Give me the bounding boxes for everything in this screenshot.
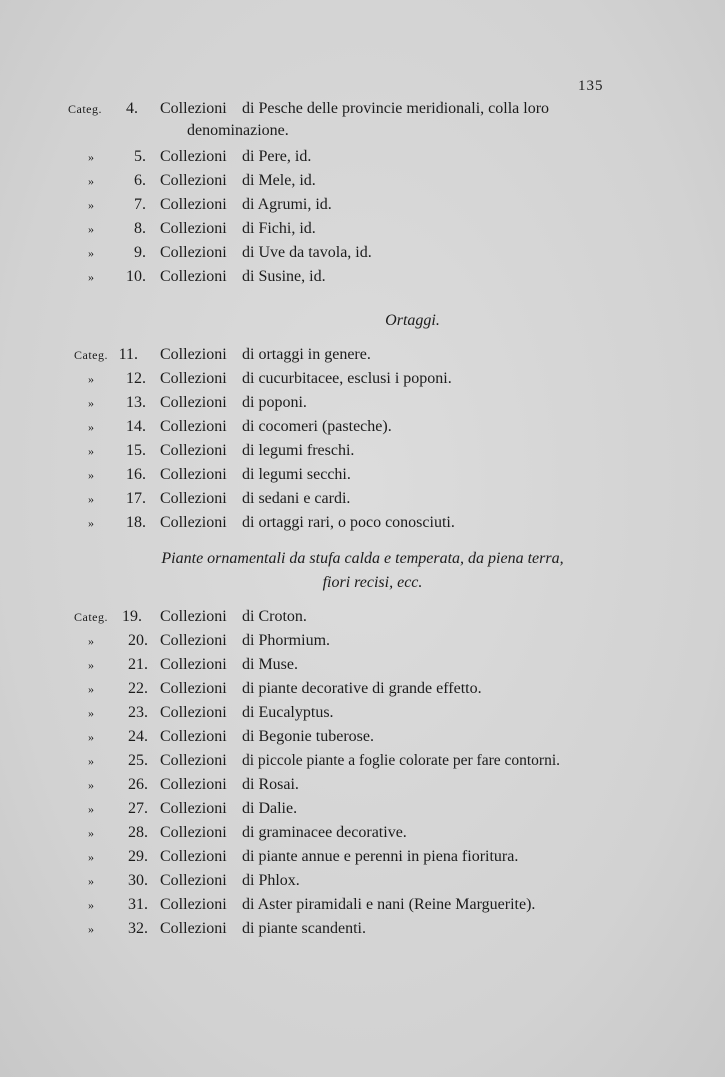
category-number: 17. xyxy=(126,490,146,507)
ditto-mark: » xyxy=(88,246,94,260)
item-description: di Aster piramidali e nani (Reine Marguerite). xyxy=(242,896,536,913)
collection-word: Collezioni xyxy=(160,418,227,435)
collection-word: Collezioni xyxy=(160,100,227,117)
item-description: di piante scandenti. xyxy=(242,920,366,937)
collection-word: Collezioni xyxy=(160,172,227,189)
collection-word: Collezioni xyxy=(160,490,227,507)
ditto-mark: » xyxy=(88,444,94,458)
ditto-mark: » xyxy=(88,222,94,236)
category-number: 6. xyxy=(134,172,146,189)
ditto-mark: » xyxy=(88,372,94,386)
category-number: 28. xyxy=(128,824,148,841)
continuation-line: denominazione. xyxy=(187,122,289,139)
page-number: 135 xyxy=(578,78,604,94)
item-description: di cucurbitacee, esclusi i poponi. xyxy=(242,370,452,387)
ditto-mark: » xyxy=(88,826,94,840)
ditto-mark: » xyxy=(88,730,94,744)
category-number: 5. xyxy=(134,148,146,165)
category-number: 4. xyxy=(126,100,138,117)
ditto-mark: » xyxy=(88,850,94,864)
item-description: di Pesche delle provincie meridionali, colla loro xyxy=(242,100,550,117)
ditto-mark: » xyxy=(88,754,94,768)
item-description: di Eucalyptus. xyxy=(242,704,334,721)
item-description: di piante decorative di grande effetto. xyxy=(242,680,482,697)
item-description: di Susine, id. xyxy=(242,268,326,285)
category-number: 31. xyxy=(128,896,148,913)
item-description: di piccole piante a foglie colorate per fare contorni. xyxy=(242,752,561,769)
category-prefix: Categ. xyxy=(74,348,108,362)
collection-word: Collezioni xyxy=(160,776,227,793)
item-description: di ortaggi in genere. xyxy=(242,346,371,363)
item-description: di sedani e cardi. xyxy=(242,490,351,507)
collection-word: Collezioni xyxy=(160,704,227,721)
item-description: di legumi secchi. xyxy=(242,466,351,483)
item-description: di piante annue e perenni in piena fioritura. xyxy=(242,848,519,865)
category-number: 29. xyxy=(128,848,148,865)
collection-word: Collezioni xyxy=(160,680,227,697)
collection-word: Collezioni xyxy=(160,268,227,285)
ditto-mark: » xyxy=(88,898,94,912)
category-number: 30. xyxy=(128,872,148,889)
collection-word: Collezioni xyxy=(160,346,227,363)
category-number: 20. xyxy=(128,632,148,649)
collection-word: Collezioni xyxy=(160,466,227,483)
category-number: 23. xyxy=(128,704,148,721)
item-description: di poponi. xyxy=(242,394,307,411)
category-number: 21. xyxy=(128,656,148,673)
item-description: di Phlox. xyxy=(242,872,300,889)
ditto-mark: » xyxy=(88,396,94,410)
category-number: 8. xyxy=(134,220,146,237)
ditto-mark: » xyxy=(88,270,94,284)
item-description: di Uve da tavola, id. xyxy=(242,244,372,261)
collection-word: Collezioni xyxy=(160,752,227,769)
ditto-mark: » xyxy=(88,802,94,816)
item-description: di cocomeri (pasteche). xyxy=(242,418,392,435)
ditto-mark: » xyxy=(88,468,94,482)
collection-word: Collezioni xyxy=(160,800,227,817)
item-description: di legumi freschi. xyxy=(242,442,355,459)
category-number: 18. xyxy=(126,514,146,531)
collection-word: Collezioni xyxy=(160,442,227,459)
item-description: di Pere, id. xyxy=(242,148,312,165)
collection-word: Collezioni xyxy=(160,220,227,237)
collection-word: Collezioni xyxy=(160,148,227,165)
collection-word: Collezioni xyxy=(160,824,227,841)
item-description: di Mele, id. xyxy=(242,172,316,189)
category-number: 24. xyxy=(128,728,148,745)
item-description: di Begonie tuberose. xyxy=(242,728,374,745)
category-number: 27. xyxy=(128,800,148,817)
category-number: 12. xyxy=(126,370,146,387)
item-description: di Fichi, id. xyxy=(242,220,316,237)
collection-word: Collezioni xyxy=(160,394,227,411)
ditto-mark: » xyxy=(88,150,94,164)
category-number: 9. xyxy=(134,244,146,261)
section-heading-piante-line2: fiori recisi, ecc. xyxy=(322,574,423,591)
collection-word: Collezioni xyxy=(160,196,227,213)
category-number: 10. xyxy=(126,268,146,285)
section-heading-ortaggi: Ortaggi. xyxy=(385,312,440,329)
item-description: di Phormium. xyxy=(242,632,331,649)
item-description: di Croton. xyxy=(242,608,307,625)
category-number: 7. xyxy=(134,196,146,213)
collection-word: Collezioni xyxy=(160,728,227,745)
collection-word: Collezioni xyxy=(160,632,227,649)
item-description: di Rosai. xyxy=(242,776,299,793)
collection-word: Collezioni xyxy=(160,896,227,913)
ditto-mark: » xyxy=(88,634,94,648)
category-number: 32. xyxy=(128,920,148,937)
ditto-mark: » xyxy=(88,174,94,188)
category-prefix: Categ. xyxy=(74,610,108,624)
item-description: di graminacee decorative. xyxy=(242,824,407,841)
category-number: 26. xyxy=(128,776,148,793)
category-number: 14. xyxy=(126,418,146,435)
category-number: 11. xyxy=(118,346,138,363)
collection-word: Collezioni xyxy=(160,872,227,889)
category-number: 15. xyxy=(126,442,146,459)
item-description: di Agrumi, id. xyxy=(242,196,332,213)
collection-word: Collezioni xyxy=(160,244,227,261)
category-number: 13. xyxy=(126,394,146,411)
ditto-mark: » xyxy=(88,682,94,696)
item-description: di ortaggi rari, o poco conosciuti. xyxy=(242,514,455,531)
ditto-mark: » xyxy=(88,198,94,212)
category-number: 25. xyxy=(128,752,148,769)
ditto-mark: » xyxy=(88,922,94,936)
ditto-mark: » xyxy=(88,516,94,530)
ditto-mark: » xyxy=(88,420,94,434)
ditto-mark: » xyxy=(88,778,94,792)
category-number: 16. xyxy=(126,466,146,483)
ditto-mark: » xyxy=(88,658,94,672)
ditto-mark: » xyxy=(88,874,94,888)
category-prefix: Categ. xyxy=(68,102,102,116)
category-number: 22. xyxy=(128,680,148,697)
section-heading-piante: Piante ornamentali da stufa calda e temperata, da piena terra, xyxy=(161,550,564,567)
collection-word: Collezioni xyxy=(160,848,227,865)
collection-word: Collezioni xyxy=(160,514,227,531)
collection-word: Collezioni xyxy=(160,608,227,625)
item-description: di Dalie. xyxy=(242,800,298,817)
category-number: 19. xyxy=(122,608,142,625)
ditto-mark: » xyxy=(88,706,94,720)
collection-word: Collezioni xyxy=(160,370,227,387)
collection-word: Collezioni xyxy=(160,656,227,673)
ditto-mark: » xyxy=(88,492,94,506)
item-description: di Muse. xyxy=(242,656,298,673)
collection-word: Collezioni xyxy=(160,920,227,937)
